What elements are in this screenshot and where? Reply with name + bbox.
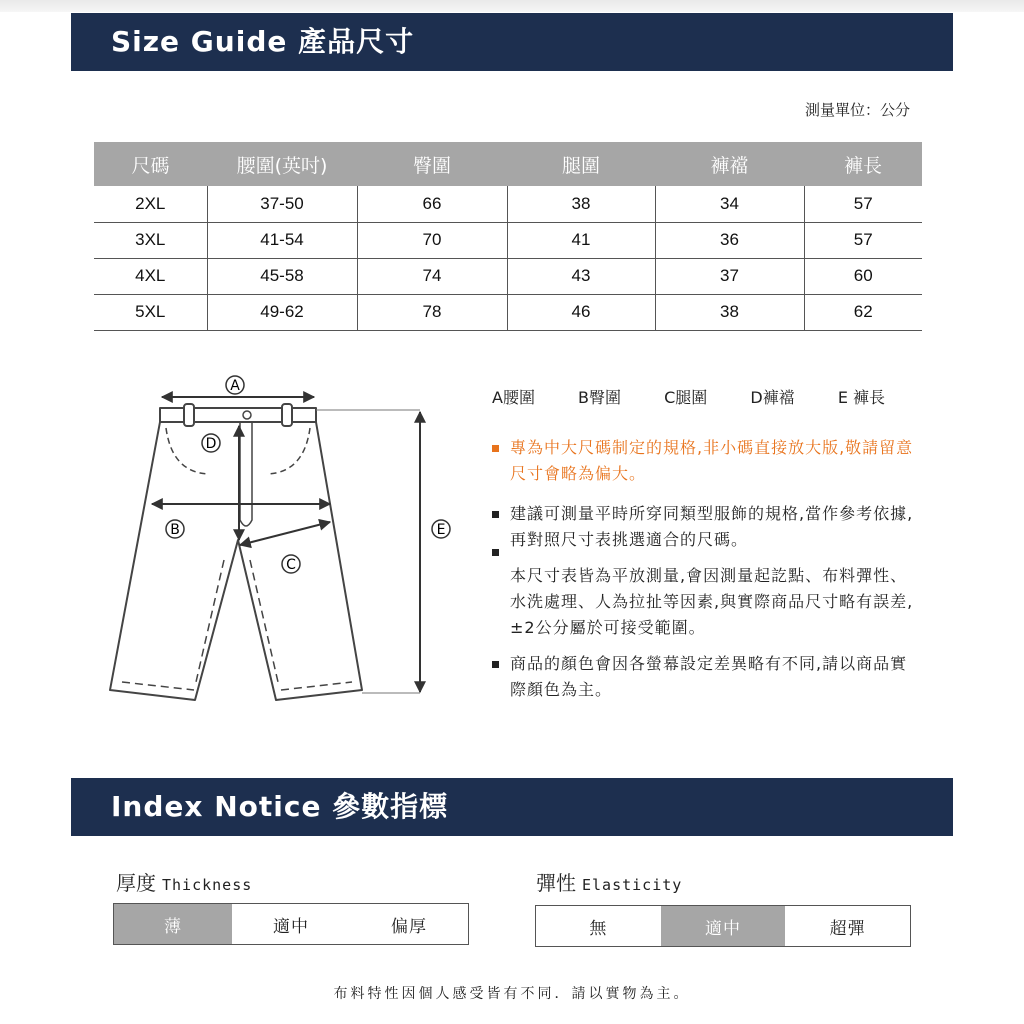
bullet-square-icon (492, 661, 499, 668)
notes-list (492, 435, 922, 713)
svg-text:E: E (436, 522, 446, 538)
belt-loop-right (282, 404, 292, 426)
table-cell: 60 (804, 258, 922, 294)
size-table (94, 142, 922, 331)
thickness-scale (113, 903, 469, 945)
col-header-size: 尺碼 (94, 142, 207, 186)
marker-e (432, 520, 450, 538)
table-cell: 3XL (94, 222, 207, 258)
table-cell: 49-62 (207, 294, 357, 330)
table-row (94, 186, 922, 222)
bullet-square-icon (492, 511, 499, 518)
hem-stitch-left (122, 682, 194, 690)
elasticity-option-super: 超彈 (829, 918, 866, 939)
footer-note: 布料特性因個人感受皆有不同．請以實物為主。 (333, 986, 691, 1002)
table-cell: 57 (804, 186, 922, 222)
table-cell: 43 (507, 258, 655, 294)
table-cell: 41-54 (207, 222, 357, 258)
elasticity-scale (535, 905, 911, 947)
table-cell: 5XL (94, 294, 207, 330)
table-cell: 36 (655, 222, 804, 258)
table-cell: 37 (655, 258, 804, 294)
svg-text:B: B (170, 522, 180, 538)
col-header-hip: 臀圍 (357, 142, 507, 186)
legend-hip: B臀圍 (578, 388, 622, 407)
table-row (94, 222, 922, 258)
note-measure-advice: 建議可測量平時所穿同類型服飾的規格,當作參考依據,再對照尺寸表挑選適合的尺碼。 (492, 501, 922, 553)
thickness-label: 厚度 Thickness (116, 871, 253, 895)
marker-d (202, 434, 220, 452)
svg-text:A: A (230, 378, 240, 394)
pants-outline (110, 422, 362, 700)
size-table-header (94, 142, 922, 186)
legend-length: E 褲長 (837, 388, 886, 407)
thickness-option-thick: 偏厚 (391, 916, 427, 937)
bullet-square-icon (492, 445, 499, 452)
svg-text:D: D (205, 436, 217, 452)
table-cell: 74 (357, 258, 507, 294)
thickness-option-medium: 適中 (273, 916, 309, 937)
table-cell: 37-50 (207, 186, 357, 222)
table-cell: 4XL (94, 258, 207, 294)
svg-text:C: C (286, 557, 296, 573)
index-notice-banner (71, 778, 953, 836)
table-cell: 70 (357, 222, 507, 258)
fly-shape (240, 422, 252, 526)
bullet-square-icon (492, 549, 499, 556)
top-strip (0, 0, 1024, 12)
elasticity-option-medium: 適中 (661, 906, 786, 946)
index-notice-title: Index Notice 參數指標 (111, 790, 449, 823)
table-row (94, 294, 922, 330)
belt-loop-left (184, 404, 194, 426)
legend-waist: A腰圍 (492, 388, 535, 407)
inseam-stitch-left (196, 560, 224, 682)
arrow-c-thigh (240, 522, 330, 545)
marker-c (282, 555, 300, 573)
button-icon (243, 411, 251, 419)
left-pocket (166, 428, 208, 474)
table-cell: 78 (357, 294, 507, 330)
col-header-waist: 腰圍(英吋) (207, 142, 357, 186)
measurement-legend (492, 385, 917, 408)
table-cell: 38 (507, 186, 655, 222)
table-cell: 66 (357, 186, 507, 222)
hem-stitch-right (281, 682, 352, 690)
table-cell: 45-58 (207, 258, 357, 294)
size-guide-banner (71, 13, 953, 71)
table-cell: 34 (655, 186, 804, 222)
col-header-length: 褲長 (804, 142, 922, 186)
unit-label: 測量單位：公分 (804, 101, 910, 119)
col-header-rise: 褲襠 (655, 142, 804, 186)
note-flat-measure: 本尺寸表皆為平放測量,會因測量起訖點、布料彈性、水洗處理、人為拉扯等因素,與實際商品尺寸略有誤差,±2公分屬於可接受範圍。 (510, 566, 914, 637)
size-guide-title: Size Guide 產品尺寸 (111, 25, 415, 58)
elasticity-option-none: 無 (589, 918, 608, 939)
table-cell: 46 (507, 294, 655, 330)
elasticity-label: 彈性 Elasticity (536, 871, 683, 895)
inseam-stitch-right (250, 560, 278, 682)
col-header-thigh: 腿圍 (507, 142, 655, 186)
legend-thigh: C腿圍 (664, 388, 708, 407)
table-cell: 57 (804, 222, 922, 258)
marker-a (226, 376, 244, 394)
thickness-option-thin: 薄 (114, 904, 232, 944)
right-pocket (268, 428, 310, 474)
table-cell: 38 (655, 294, 804, 330)
pants-diagram (100, 370, 460, 710)
note-color-variance: 商品的顏色會因各螢幕設定差異略有不同,請以商品實際顏色為主。 (492, 651, 922, 703)
legend-rise: D褲襠 (750, 388, 795, 407)
table-cell: 62 (804, 294, 922, 330)
note-oversize-warning: 專為中大尺碼制定的規格,非小碼直接放大版,敬請留意尺寸會略為偏大。 (492, 435, 922, 487)
marker-b (166, 520, 184, 538)
table-row (94, 258, 922, 294)
table-cell: 41 (507, 222, 655, 258)
table-cell: 2XL (94, 186, 207, 222)
